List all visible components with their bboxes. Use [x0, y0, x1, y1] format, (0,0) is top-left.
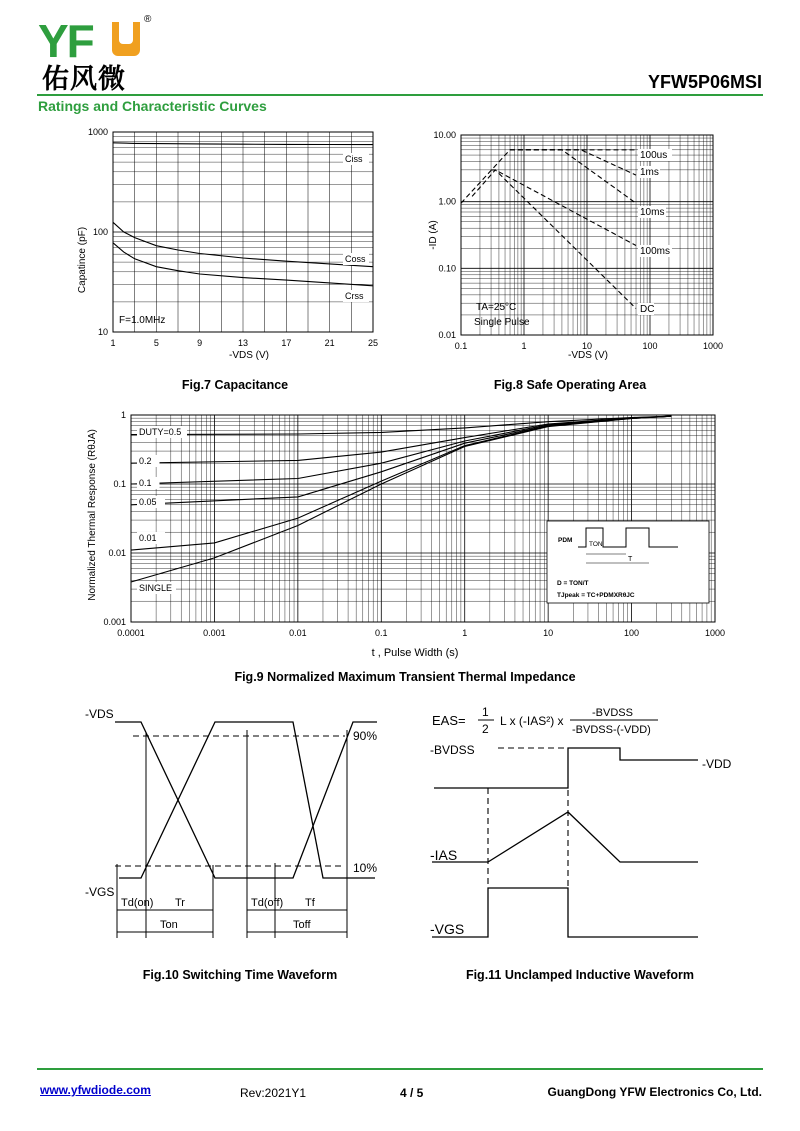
soa-annotation-ta: TA=25°C [476, 302, 517, 313]
id-trace-fig11 [432, 812, 698, 862]
switching-waveform [75, 700, 405, 945]
x-tick-label: 0.1 [375, 628, 388, 638]
fig10-caption: Fig.10 Switching Time Waveform [142, 968, 338, 982]
ias-label: -IAS [430, 847, 458, 863]
capacitance-chart [75, 120, 395, 365]
soa-chart [418, 120, 738, 365]
x-tick-label: 1 [110, 338, 116, 348]
y-tick-label: 10.00 [433, 130, 456, 140]
x-tick-label: 0.1 [454, 341, 468, 351]
y-tick-label: 0.01 [438, 330, 456, 340]
soa-ylabel: -ID (A) [428, 220, 439, 250]
series-label: SINGLE [139, 583, 173, 593]
y-tick-label: 1000 [87, 127, 108, 137]
series-100us [461, 150, 636, 203]
x-tick-label: 13 [237, 338, 249, 348]
eas-frac-den: -BVDSS-(-VDD) [572, 724, 651, 736]
series-label: 0.05 [139, 497, 157, 507]
thermal-xlabel: t , Pulse Width (s) [371, 647, 459, 659]
series-label: 100ms [640, 246, 671, 257]
series-label: 100us [640, 150, 668, 161]
x-tick-label: 10 [543, 628, 554, 638]
eas-half-den: 2 [482, 722, 489, 736]
fig7-caption: Fig.7 Capacitance [181, 378, 289, 392]
y-tick-label: 0.1 [113, 479, 126, 489]
y-tick-label: 0.01 [108, 548, 126, 558]
inset-tj: TJpeak = TC+PDMXRθJC [557, 592, 635, 599]
capacitance-annotation: F=1.0MHz [119, 315, 166, 326]
capacitance-ylabel: Capatince (pF) [77, 226, 88, 294]
vgs-label-fig11: -VGS [430, 921, 465, 937]
bvdss-label: -BVDSS [430, 743, 475, 757]
x-tick-label: 9 [197, 338, 203, 348]
fig9-caption: Fig.9 Normalized Maximum Transient Thermal Impedance [234, 670, 576, 684]
x-tick-label: 100 [624, 628, 640, 638]
vdd-label: -VDD [702, 757, 732, 771]
x-tick-label: 1000 [704, 628, 726, 638]
y-tick-label: 0.001 [103, 617, 126, 627]
eas-half-num: 1 [482, 705, 489, 719]
soa-xlabel: -VDS (V) [568, 350, 608, 361]
capacitance-xlabel: -VDS (V) [229, 350, 269, 361]
y-tick-label: 1 [120, 410, 126, 420]
x-tick-label: 21 [324, 338, 335, 348]
x-tick-label: 0.01 [289, 628, 307, 638]
x-tick-label: 1000 [702, 341, 724, 351]
y-tick-label: 10 [97, 327, 108, 337]
fig11-caption: Fig.11 Unclamped Inductive Waveform [465, 968, 695, 982]
series-label: Coss [345, 254, 366, 264]
x-tick-label: 0.001 [203, 628, 226, 638]
series-label: Ciss [345, 154, 363, 164]
x-tick-label: 5 [153, 338, 159, 348]
soa-annotation-pulse: Single Pulse [474, 317, 530, 328]
logo-letters: YF [38, 15, 93, 67]
eas-mid: L x (-IAS²) x [500, 714, 564, 728]
logo-chinese-name: 佑风微 [42, 64, 126, 94]
series-label: 0.01 [139, 533, 157, 543]
series-label: 0.1 [139, 478, 152, 488]
x-tick-label: 0.0001 [117, 628, 145, 638]
inset-t: T [628, 556, 633, 563]
eas-frac-num: -BVDSS [592, 707, 633, 719]
vgs-trace-fig11 [432, 888, 698, 937]
series-duty-0-5 [131, 416, 671, 434]
revision: Rev:2021Y1 [240, 1086, 307, 1100]
series-label: DC [640, 304, 655, 315]
header-divider [37, 94, 763, 96]
thermal-ylabel: Normalized Thermal Response (RθJA) [87, 429, 98, 601]
series-0-1 [131, 416, 671, 484]
tf-label: Tf [305, 897, 315, 909]
x-tick-label: 25 [367, 338, 379, 348]
x-tick-label: 100 [642, 341, 658, 351]
thermal-inset [547, 521, 709, 603]
unclamped-waveform [420, 700, 760, 945]
series-label: Crss [345, 291, 364, 301]
registered-mark: ® [144, 14, 152, 25]
toff-label: Toff [293, 919, 311, 931]
vds-trace [115, 722, 377, 878]
series-label: 10ms [640, 207, 665, 218]
section-title: Ratings and Characteristic Curves [38, 98, 267, 114]
part-number: YFW5P06MSI [647, 72, 762, 92]
eas-prefix: EAS= [432, 713, 466, 728]
vds-label: -VDS [85, 707, 114, 721]
series-100ms [491, 170, 636, 246]
y-tick-label: 100 [92, 227, 108, 237]
company-logo [38, 14, 178, 94]
tr-label: Tr [175, 897, 185, 909]
tdoff-label: Td(off) [251, 897, 284, 909]
logo-u-mark [112, 22, 140, 56]
x-tick-label: 17 [281, 338, 292, 348]
page-number: 4 / 5 [400, 1086, 424, 1100]
footer-divider [37, 1068, 763, 1070]
series-label: DUTY=0.5 [139, 427, 182, 437]
y-tick-label: 1.00 [438, 196, 456, 207]
inset-pdm: PDM [558, 537, 573, 544]
vgs-label: -VGS [85, 885, 115, 899]
company-name: GuangDong YFW Electronics Co, Ltd. [547, 1085, 762, 1099]
series-label: 1ms [640, 167, 659, 178]
ton-label: Ton [160, 919, 178, 931]
x-tick-label: 1 [462, 628, 468, 638]
series-0-05 [131, 416, 671, 505]
inset-ton: TON [589, 541, 603, 548]
website-link[interactable]: www.yfwdiode.com [40, 1083, 151, 1097]
series-0-2 [131, 416, 671, 463]
fig8-caption: Fig.8 Safe Operating Area [493, 378, 647, 392]
x-tick-label: 10 [581, 341, 593, 351]
x-tick-label: 1 [521, 341, 527, 351]
thermal-chart [75, 405, 735, 663]
ninety-percent-label: 90% [353, 729, 378, 743]
inset-duty: D = TON/T [557, 580, 589, 587]
series-label: 0.2 [139, 456, 152, 466]
y-tick-label: 0.10 [438, 263, 456, 274]
ten-percent-label: 10% [353, 861, 378, 875]
tdon-label: Td(on) [121, 897, 154, 909]
capacitance-grid [113, 132, 373, 332]
